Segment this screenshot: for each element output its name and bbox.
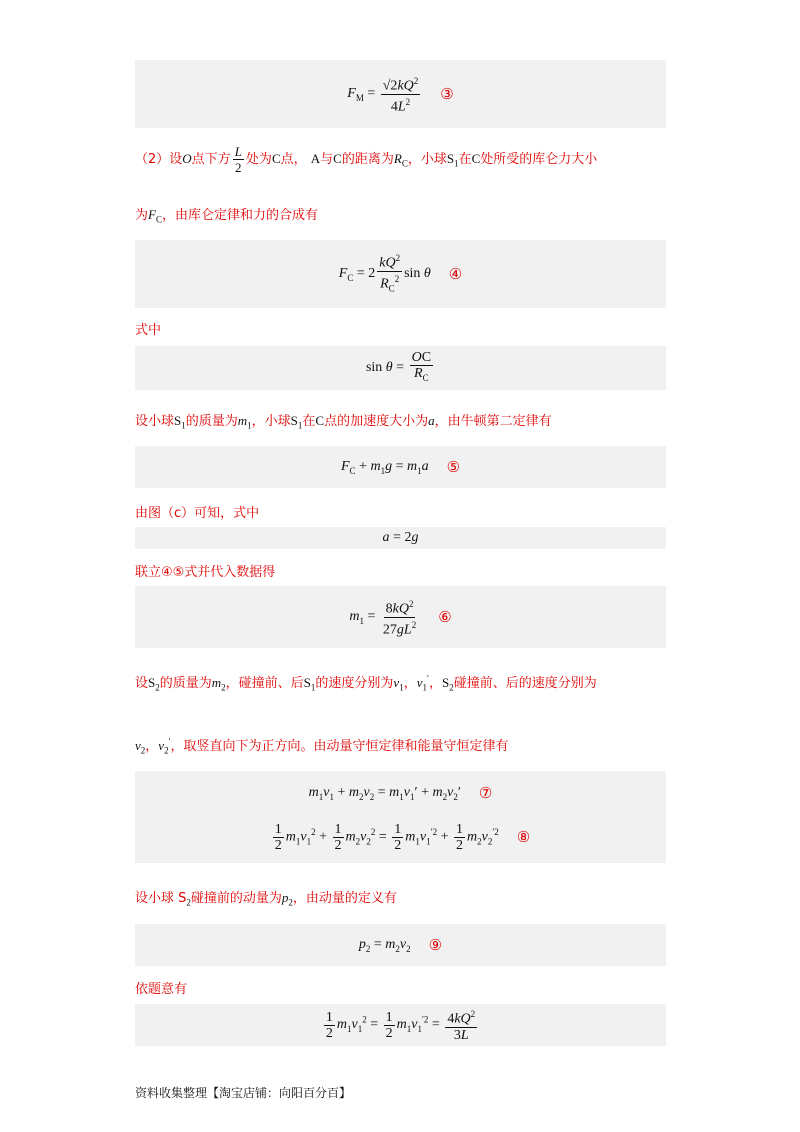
a-equation-box [135,527,666,549]
footer-note: 资料收集整理【淘宝店铺：向阳百分百】 [135,1086,352,1100]
equation-7-8-box [135,771,666,863]
energy-equation: $\frac{1}{2}$ $m_1v_1^2$ = $\frac{1}{2}$ $m_1v_1^{'2}$ = $\frac{4kQ^2}{3L}$ [325,1009,476,1043]
equation-tag: ⑥ [438,609,452,626]
sin-theta-equation: sin θ = [365,360,408,375]
lianli-text: 联立④⑤式并代入数据得 [135,565,276,580]
equation-6-box: $m_1$ = $\frac{8kQ^2}{27gL^2}$ ⑥ [135,586,666,648]
equation-tag: ③ [440,86,454,103]
equation-9: $p_2 = m_2v_2$ [358,936,411,954]
equation-4: $F_C$ [338,265,354,283]
equation-9-box [135,924,666,966]
energy-equation-box [135,1004,666,1046]
mass-paragraph: 设小球$S_1$的质量为$m_1$，小球$S_1$在C点的加速度大小为a，由牛顿第二定律有 [135,413,552,431]
equation-8: $\frac{1}{2}$ $m_1v_1^2$ + $\frac{1}{2}$ $m_2v_2^2$ = $\frac{1}{2}$ $m_1v_1^{'2}$ + $\frac{1}{2}$ $m_2v_2^{'2}$ [274,821,499,853]
shizhong-label: 式中 [135,323,162,338]
paragraph-2-line1: （2）设O点下方 $\frac{L}{2}$ 处为C点， A与C的距离为$R_C$，小球$S_1$在C处所受的库仑力大小 [135,144,598,175]
sin-theta-box: sin θ = $\frac{OC}{R_C}$ [135,346,666,390]
equation-5-box [135,446,666,488]
equation-3: $F_M$ [347,85,364,103]
equation-tag: ⑤ [446,459,461,476]
equation-tag: ⑨ [428,937,443,954]
equation-6: $m_1$ = [349,608,379,626]
equation-5: $F_C + m_1g = m_1a$ [340,458,429,476]
equation-tag: ④ [448,266,463,283]
momentum-definition-text: 设小球 $S_2$碰撞前的动量为$p_2$，由动量的定义有 [135,890,397,908]
equation-4-box: $F_C$ = 2 $\frac{kQ^2}{R_C^2}$ sin θ ④ [135,240,666,308]
a-equation: a = 2g [382,530,419,545]
paragraph-2-line2: 为$F_C$，由库仑定律和力的合成有 [135,207,318,225]
equation-7: $m_1v_1 + m_2v_2 = m_1v_1' + m_2v_2'$ [308,784,461,802]
s2-paragraph-line2: $v_2$，$v_2'$，取竖直向下为正方向。由动量守恒定律和能量守恒定律有 [135,736,509,756]
figure-c-text: 由图（c）可知，式中 [135,506,260,521]
equation-3-box: $F_M$ = $\frac{√2kQ^2}{4L^2}$ ③ [135,60,666,128]
s2-paragraph-line1: 设$S_2$的质量为$m_2$，碰撞前、后$S_1$的速度分别为$v_1$，$v_1'$，$S_2$碰撞前、后的速度分别为 [135,673,597,693]
yiti-text: 依题意有 [135,982,188,997]
equation-tag: ⑦ [478,785,493,802]
equation-tag: ⑧ [516,829,531,846]
